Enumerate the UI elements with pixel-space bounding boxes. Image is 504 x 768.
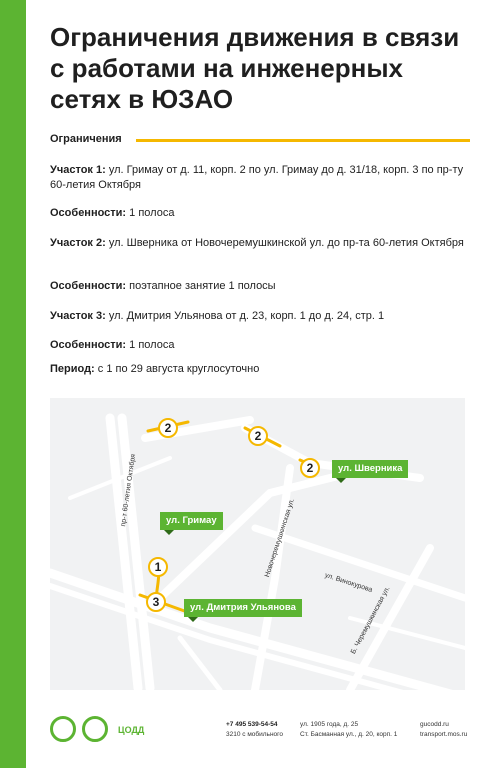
segment-1-label: Участок 1: (50, 164, 106, 176)
segment-3-features-text: 1 полоса (126, 339, 175, 351)
section-header (50, 131, 470, 149)
marker-1[interactable]: 1 (148, 557, 168, 577)
left-accent-bar (0, 0, 26, 768)
segment-2-features-label: Особенности: (50, 280, 127, 292)
segment-2-features-text: поэтапное занятие 1 полосы (126, 280, 276, 292)
segment-2-text: ул. Шверника от Новочеремушкинской ул. до пр-та 60-летия Октября (105, 237, 464, 249)
logo-9-icon (50, 716, 76, 742)
road-minor-3 (180, 638, 220, 690)
marker-2-b[interactable]: 2 (248, 426, 268, 446)
label-ulyanova: ул. Дмитрия Ульянова (184, 599, 302, 617)
segment-3-features-label: Особенности: (50, 339, 127, 351)
period (50, 362, 470, 377)
street-novocher: Новочеремушкинская ул. (264, 497, 297, 579)
logo-text: ЦОДД (118, 725, 145, 735)
footer (50, 712, 480, 752)
page-title: Ограничения движения в связи с работами на инженерных сетях в ЮЗАО (50, 22, 460, 114)
footer-mobile: 3210 с мобильного (226, 731, 283, 738)
segment-1 (50, 163, 470, 193)
segment-2-features (50, 279, 470, 294)
street-pr60: пр-т 60-летия Октября (120, 453, 138, 527)
label-shvernika: ул. Шверника (332, 460, 408, 478)
marker-2-c[interactable]: 2 (300, 458, 320, 478)
segment-3-text: ул. Дмитрия Ульянова от д. 23, корп. 1 до д. 24, стр. 1 (105, 310, 385, 322)
footer-addresses (300, 720, 397, 740)
road-bcher (350, 548, 430, 690)
map[interactable] (50, 398, 465, 690)
segment-1-text: ул. Гримау от д. 11, корп. 2 по ул. Гримау до д. 31/18, корп. 3 по пр-ту 60-летия Октября (50, 164, 464, 191)
section-label: Ограничения (50, 133, 122, 145)
segment-1-features-text: 1 полоса (126, 207, 175, 219)
marker-2-a[interactable]: 2 (158, 418, 178, 438)
footer-sites (420, 720, 467, 740)
footer-site-2[interactable]: transport.mos.ru (420, 731, 468, 738)
road-grimau (160, 473, 350, 598)
period-label: Период: (50, 363, 95, 375)
footer-site-1[interactable]: gucodd.ru (420, 721, 449, 728)
segment-2 (50, 236, 470, 251)
footer-address-2: Ст. Басманная ул., д. 20, корп. 1 (300, 731, 398, 738)
marker-3[interactable]: 3 (146, 592, 166, 612)
footer-phone[interactable]: +7 495 539-54-54 (226, 721, 278, 728)
street-bcher: Б. Черемушкинская ул. (350, 585, 392, 656)
period-text: с 1 по 29 августа круглосуточно (94, 363, 260, 375)
section-divider-line (136, 139, 470, 142)
segment-3-label: Участок 3: (50, 310, 106, 322)
street-vinokurova: ул. Винокурова (323, 572, 374, 594)
segment-3 (50, 309, 470, 324)
segment-3-features (50, 338, 470, 353)
segment-2-label: Участок 2: (50, 237, 106, 249)
segment-1-features (50, 206, 470, 221)
footer-contacts (226, 720, 283, 740)
footer-address-1: ул. 1905 года, д. 25 (300, 721, 359, 728)
logo-dot-icon (82, 716, 108, 742)
segment-1-features-label: Особенности: (50, 207, 127, 219)
label-grimau: ул. Гримау (160, 512, 223, 530)
